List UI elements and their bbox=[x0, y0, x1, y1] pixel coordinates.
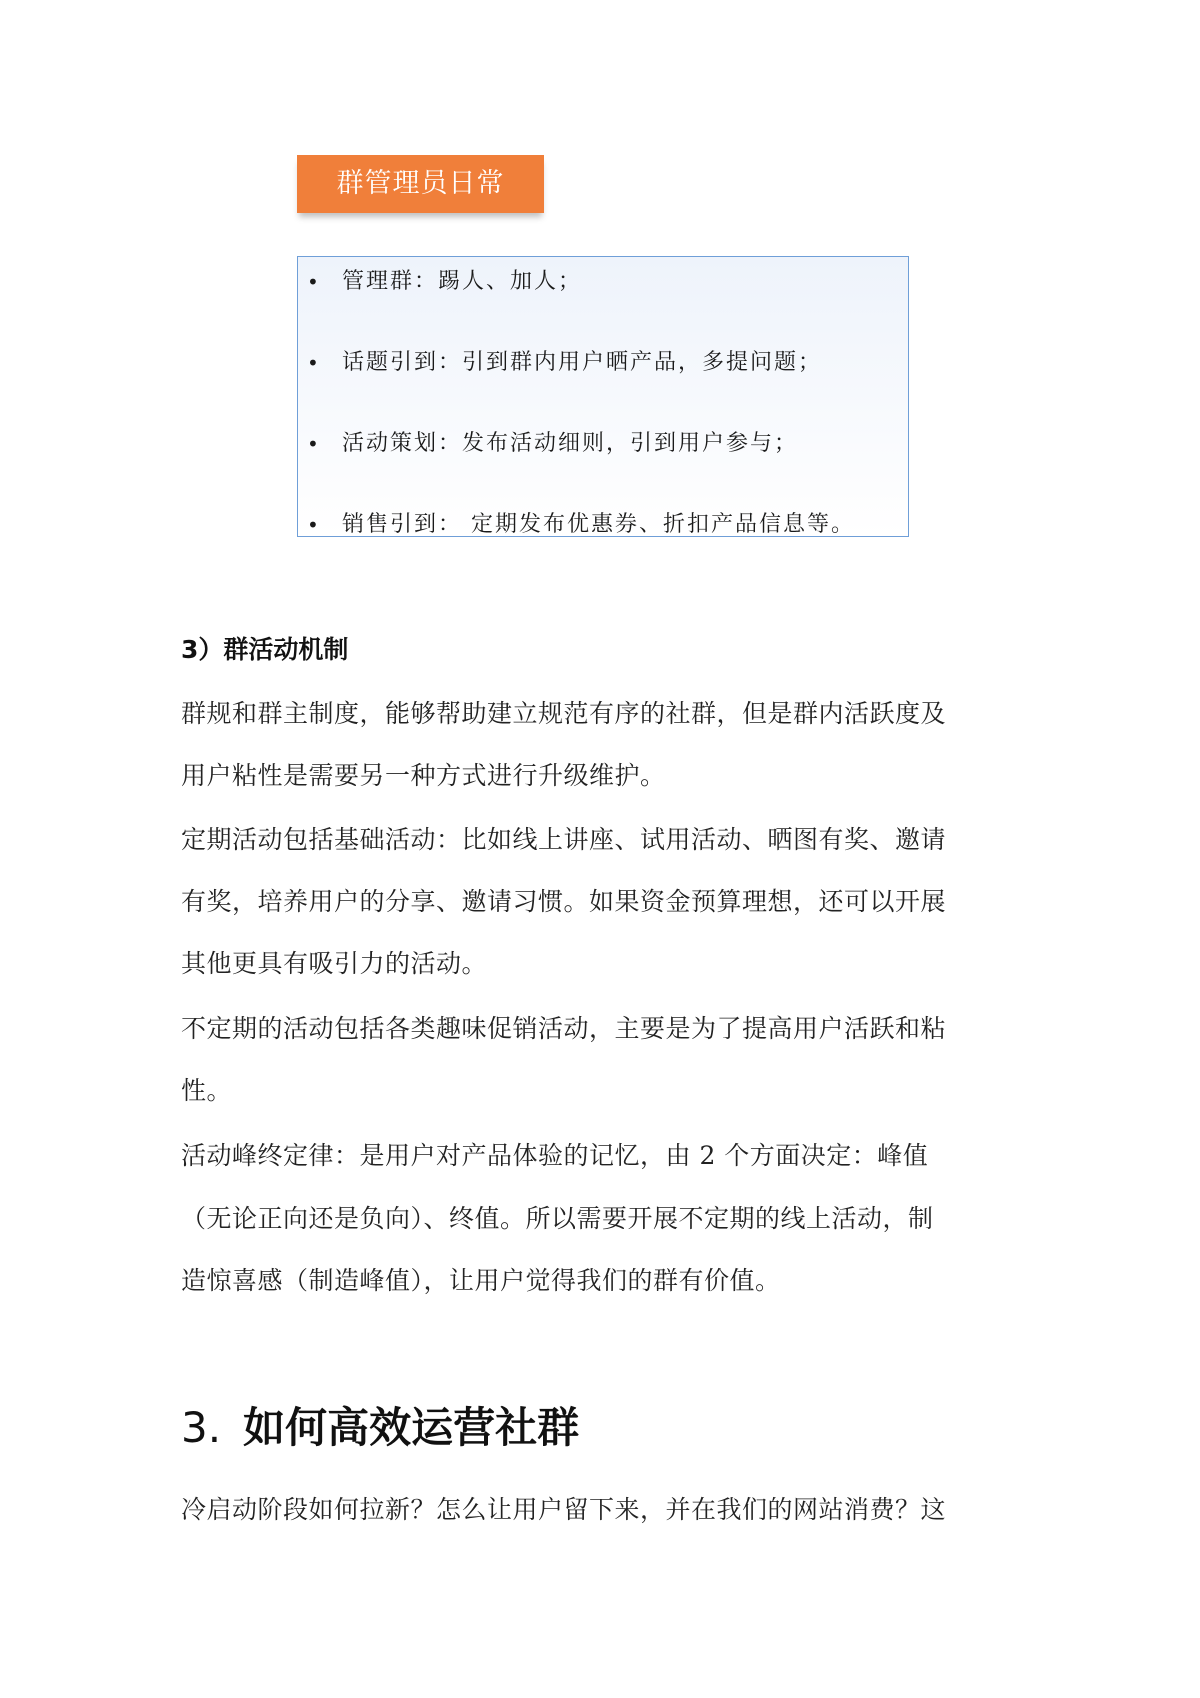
duty-item bbox=[298, 424, 908, 464]
paragraph-line: 定期活动包括基础活动：比如线上讲座、试用活动、晒图有奖、邀请 bbox=[181, 825, 947, 854]
duty-item bbox=[298, 505, 908, 545]
duty-item bbox=[298, 343, 908, 383]
duty-text: 管理群：踢人、加人； bbox=[342, 269, 583, 294]
bullet-icon: • bbox=[307, 432, 321, 456]
paragraph-line: 活动峰终定律：是用户对产品体验的记忆，由 2 个方面决定：峰值 bbox=[181, 1141, 929, 1170]
section-number: 3. bbox=[181, 1403, 222, 1452]
paragraph-line: 其他更具有吸引力的活动。 bbox=[181, 949, 488, 978]
paragraph-line: 用户粘性是需要另一种方式进行升级维护。 bbox=[181, 761, 666, 790]
paragraph-line: 群规和群主制度，能够帮助建立规范有序的社群，但是群内活跃度及 bbox=[181, 699, 947, 728]
section-title bbox=[181, 1395, 579, 1455]
paragraph-line: 造惊喜感（制造峰值），让用户觉得我们的群有价值。 bbox=[181, 1266, 781, 1295]
section-title-text: 如何高效运营社群 bbox=[243, 1403, 580, 1452]
paragraph-line: （无论正向还是负向）、终值。所以需要开展不定期的线上活动，制 bbox=[181, 1204, 934, 1233]
paragraph-line: 冷启动阶段如何拉新？怎么让用户留下来，并在我们的网站消费？这 bbox=[181, 1495, 947, 1524]
bullet-icon: • bbox=[307, 351, 321, 375]
paragraph-line: 有奖，培养用户的分享、邀请习惯。如果资金预算理想，还可以开展 bbox=[181, 887, 947, 916]
admin-duties-box bbox=[297, 256, 909, 537]
paragraph-line: 不定期的活动包括各类趣味促销活动，主要是为了提高用户活跃和粘 bbox=[181, 1014, 947, 1043]
duty-text: 话题引到：引到群内用户晒产品，多提问题； bbox=[342, 350, 823, 375]
activity-mechanism-heading: 3）群活动机制 bbox=[181, 635, 349, 664]
admin-daily-banner: 群管理员日常 bbox=[297, 155, 544, 213]
duty-text: 活动策划：发布活动细则，引到用户参与； bbox=[342, 431, 799, 456]
bullet-icon: • bbox=[307, 513, 321, 537]
paragraph-line: 性。 bbox=[181, 1076, 233, 1105]
duty-text: 销售引到： 定期发布优惠券、折扣产品信息等。 bbox=[342, 512, 855, 537]
bullet-icon: • bbox=[307, 270, 321, 294]
duty-item bbox=[298, 262, 908, 302]
